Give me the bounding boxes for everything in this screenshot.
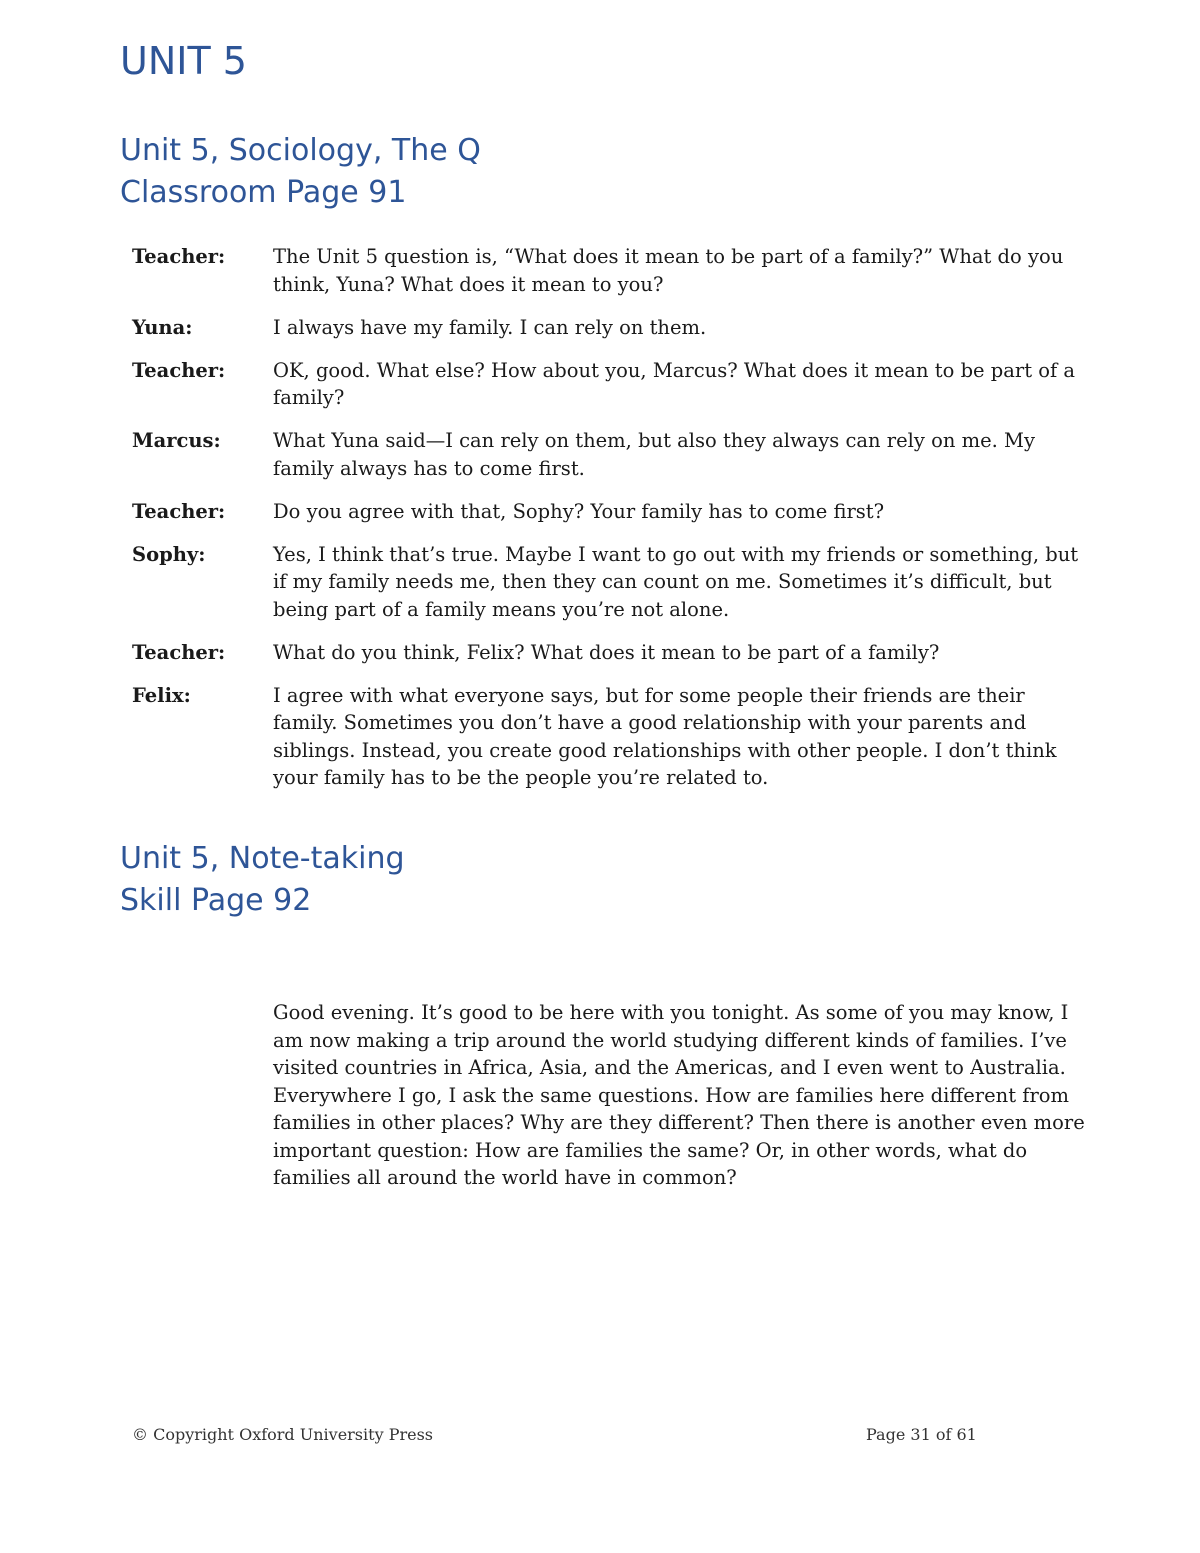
speaker-name: Teacher: [132,640,226,664]
speaker-name: Teacher: [132,358,226,382]
dialogue-row [132,314,1082,342]
dialogue-row [132,427,1082,482]
speaker-name: Sophy: [132,542,206,566]
dialogue-row [132,682,1082,792]
speaker-name: Yuna: [132,315,193,339]
dialogue-transcript [132,243,1082,807]
speaker-name: Felix: [132,683,191,707]
speaker-line: What do you think, Felix? What does it mean to be part of a family? [273,640,940,664]
section-heading-listening-1: Unit 5, Sociology, The Q Classroom Page 91 [120,133,481,210]
dialogue-row [132,639,1082,667]
lecture-transcript: Good evening. It’s good to be here with you tonight. As some of you may know, I am now making a trip around the world studying different kinds of families. I’ve visited countries in Africa, Asia, and the Americas, and I even went to Australia. Everywhere I go, I ask the same questions. How are families here different from families in other places? Why are they different? Then there is another even more important question: How are families the same? Or, in other words, what do families all around the world have in common? [273,1001,1085,1189]
section-heading-note-taking: Unit 5, Note-taking Skill Page 92 [120,841,405,918]
dialogue-row [132,498,1082,526]
speaker-line: The Unit 5 question is, “What does it mean to be part of a family?” What do you think, Yuna? What does it mean to you? [273,245,1064,296]
dialogue-row [132,357,1082,412]
speaker-name: Teacher: [132,499,226,523]
speaker-line: I agree with what everyone says, but for some people their friends are their family. Sometimes you don’t have a good relationship with your parents and siblings. Instead, you create good relationships with other people. I don’t think your family has to be the people you’re related to. [273,683,1057,789]
dialogue-row [132,541,1082,624]
speaker-name: Teacher: [132,245,226,268]
footer-page-number: Page 31 of 61 [866,1425,977,1444]
footer-copyright: © Copyright Oxford University Press [132,1425,433,1444]
speaker-line: Yes, I think that’s true. Maybe I want to go out with my friends or something, but if my family needs me, then they can count on me. Sometimes it’s difficult, but being part of a family means you’re not alone. [273,542,1079,621]
speaker-line: What Yuna said—I can rely on them, but also they always can rely on me. My family always has to come first. [273,429,1036,480]
dialogue-row [132,243,1082,298]
speaker-name: Marcus: [132,429,221,452]
unit-title: UNIT 5 [120,39,247,83]
speaker-line: OK, good. What else? How about you, Marcus? What does it mean to be part of a family? [273,358,1076,409]
speaker-line: Do you agree with that, Sophy? Your family has to come first? [273,499,885,523]
speaker-line: I always have my family. I can rely on them. [273,315,707,339]
